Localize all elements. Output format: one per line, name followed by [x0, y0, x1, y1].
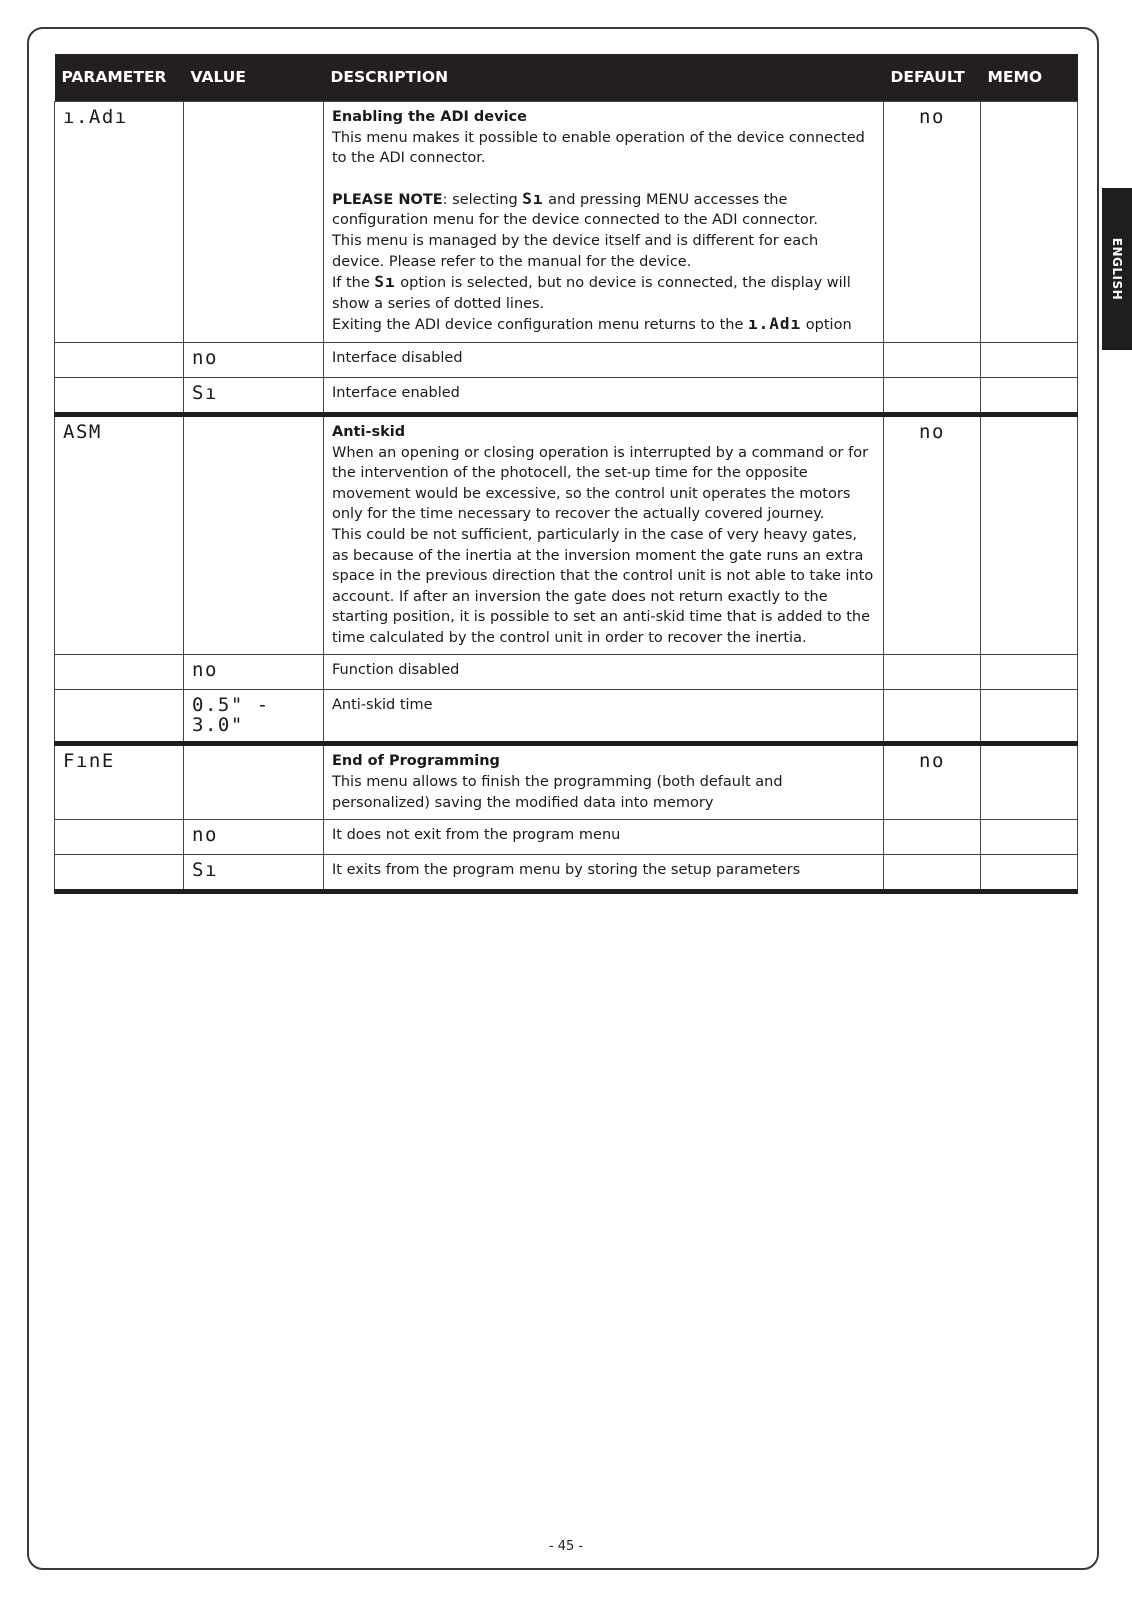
- title-asm: Anti-skid: [332, 423, 406, 440]
- option-value: no: [184, 342, 324, 377]
- text-adi-3: If the Sı option is selected, but no device is connected, the display will show a series of dotted lines.: [332, 272, 851, 312]
- param-asm: ASM: [55, 414, 184, 655]
- default-fine: no: [884, 744, 981, 820]
- table-row: [55, 342, 1078, 377]
- description-adi: [324, 102, 884, 343]
- option-value: no: [184, 655, 324, 690]
- option-description: Interface disabled: [324, 342, 884, 377]
- value-cell: [184, 744, 324, 820]
- table-row: [55, 655, 1078, 690]
- parameter-table: [54, 54, 1078, 894]
- param-adi: ı.Adı: [55, 102, 184, 343]
- page-number: - 45 -: [548, 1539, 584, 1554]
- code-si: Sı: [522, 188, 544, 208]
- description-fine: [324, 744, 884, 820]
- header-value: VALUE: [184, 54, 324, 102]
- default-adi: no: [884, 102, 981, 343]
- option-value: Sı: [184, 377, 324, 414]
- table-row: [55, 690, 1078, 744]
- table-row-adi: [55, 102, 1078, 343]
- text-adi-2: This menu is managed by the device itself and is different for each device. Please refer to the manual for the device.: [332, 232, 819, 270]
- option-value: 0.5" - 3.0": [184, 690, 324, 744]
- title-adi: Enabling the ADI device: [332, 109, 527, 125]
- language-tab-label: ENGLISH: [1110, 237, 1125, 301]
- memo-cell: [981, 102, 1078, 343]
- option-description: It does not exit from the program menu: [324, 820, 884, 855]
- header-parameter: PARAMETER: [55, 54, 184, 102]
- value-cell: [184, 102, 324, 343]
- value-cell: [184, 414, 324, 655]
- memo-cell: [981, 414, 1078, 655]
- note-adi: PLEASE NOTE: selecting Sı and pressing MENU accesses the configuration menu for the device connected to the ADI connector.: [332, 188, 819, 229]
- option-value: no: [184, 820, 324, 855]
- text-asm-2: This could be not sufficient, particularly in the case of very heavy gates, as because of the inertia at the inversion moment the gate runs an extra space in the previous direction that the control unit is not able to take into account. If after an inversion the gate does not return exactly to the starting position, it is possible to set an anti-skid time that is added to the time calculated by the control unit in order to recover the inertia.: [332, 526, 874, 646]
- text-fine-1: This menu allows to finish the programming (both default and personalized) saving the modified data into memory: [332, 774, 783, 811]
- option-description: Function disabled: [324, 655, 884, 690]
- code-si: Sı: [374, 272, 396, 292]
- header-description: DESCRIPTION: [324, 54, 884, 102]
- option-description: Anti-skid time: [324, 690, 884, 744]
- table-row: [55, 855, 1078, 892]
- option-description: It exits from the program menu by storing the setup parameters: [324, 855, 884, 892]
- text-adi-4: Exiting the ADI device configuration menu returns to the ı.Adı option: [332, 314, 852, 334]
- option-description: Interface enabled: [324, 377, 884, 414]
- header-default: DEFAULT: [884, 54, 981, 102]
- header-memo: MEMO: [981, 54, 1078, 102]
- language-tab: [1102, 188, 1132, 350]
- param-fine: FınE: [55, 744, 184, 820]
- code-adi: ı.Adı: [748, 314, 802, 334]
- text-asm-1: When an opening or closing operation is interrupted by a command or for the intervention of the photocell, the set-up time for the opposite movement would be excessive, so the control unit operates the motors only for the time necessary to recover the actually covered journey.: [332, 444, 869, 523]
- note-label: PLEASE NOTE: [332, 191, 443, 208]
- title-fine: End of Programming: [332, 753, 500, 770]
- description-asm: [324, 414, 884, 655]
- text-adi-1: This menu makes it possible to enable operation of the device connected to the ADI connector.: [332, 129, 865, 167]
- table-row-fine: [55, 744, 1078, 820]
- memo-cell: [981, 744, 1078, 820]
- option-value: Sı: [184, 855, 324, 892]
- table-row-asm: [55, 414, 1078, 655]
- table-header-row: [55, 54, 1078, 102]
- table-row: [55, 820, 1078, 855]
- default-asm: no: [884, 414, 981, 655]
- table-row: [55, 377, 1078, 414]
